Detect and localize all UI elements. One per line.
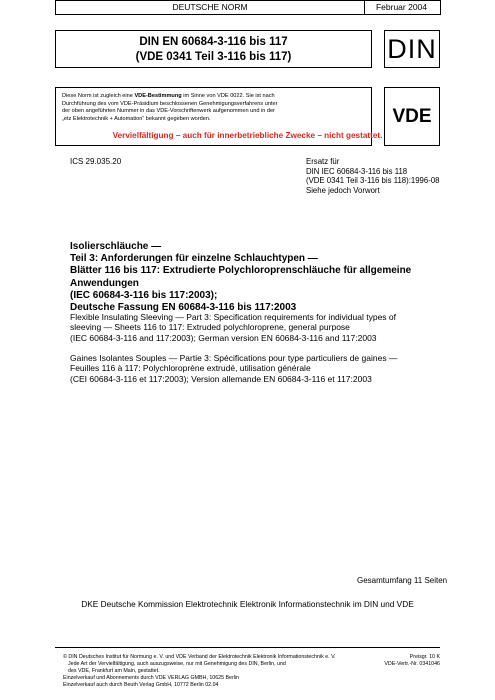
norm-type-label: DEUTSCHE NORM bbox=[55, 0, 365, 15]
footer-line-4: Einzelverkauf und Abonnements durch VDE VERLAG GMBH, 10625 Berlin bbox=[63, 674, 240, 681]
vde-notice-prefix: Diese Norm ist zugleich eine bbox=[62, 93, 135, 99]
price-group: Preisgr. 10 K bbox=[409, 654, 440, 660]
vde-notice-line-2: Durchführung des vom VDE-Präsidium beschlossenen Genehmigungsverfahrens unter bbox=[62, 100, 278, 107]
din-logo bbox=[384, 30, 440, 68]
footer-line-3: des VDE, Frankfurt am Main, gestattet. bbox=[68, 667, 160, 674]
english-title-line-1: Flexible Insulating Sleeving — Part 3: Specification requirements for individual types of bbox=[70, 312, 397, 322]
vde-notice-line-3: der oben angeführten Nummer in das VDE-Vorschriftenwerk aufgenommen und in der bbox=[62, 108, 275, 115]
footer-line-1: © DIN Deutsches Institut für Normung e. V. und VDE Verband der Elektrotechnik Elektronik Informationstechnik e. V. bbox=[63, 654, 336, 660]
replacement-line-1: Ersatz für bbox=[306, 157, 340, 166]
ics-code: ICS 29.035.20 bbox=[70, 157, 122, 166]
german-title-line-1: Isolierschläuche — bbox=[70, 241, 162, 252]
din-logo-text: DIN bbox=[387, 33, 437, 64]
footer-divider bbox=[55, 647, 440, 648]
german-title-line-6: Deutsche Fassung EN 60684-3-116 bis 117:2003 bbox=[70, 302, 297, 314]
replacement-line-3: (VDE 0341 Teil 3-116 bis 118):1996-08 bbox=[306, 176, 440, 185]
french-title bbox=[70, 353, 440, 384]
vde-order-number: VDE-Vertr.-Nr. 0341046 bbox=[384, 660, 440, 667]
standard-number-box bbox=[55, 30, 372, 68]
vde-classification: (VDE 0341 Teil 3-116 bis 117) bbox=[135, 51, 292, 63]
replacement-info bbox=[306, 157, 440, 195]
vde-notice-line-4: „etz Elektrotechnik + Automation“ bekannt gegeben worden. bbox=[62, 115, 211, 122]
footer-line-2: Jede Art der Vervielfältigung, auch auszugsweise, nur mit Genehmigung des DIN, Berlin, und bbox=[68, 660, 286, 667]
standard-number: DIN EN 60684-3-116 bis 117 bbox=[139, 36, 288, 48]
german-title-line-3: Blätter 116 bis 117: Extrudierte Polychloroprenschläuche für allgemeine bbox=[70, 265, 412, 277]
vde-logo-text: VDE bbox=[392, 105, 432, 127]
vde-notice-suffix: im Sinne von VDE 0022. Sie ist nach bbox=[181, 93, 275, 99]
english-title bbox=[70, 312, 440, 343]
french-title-line-2: Feuilles 116 à 117: Polychloroprène extrudé, utilisation générale bbox=[70, 363, 311, 374]
footer-line-5: Einzelverkauf auch durch Beuth Verlag GmbH, 10772 Berlin 02.04 bbox=[63, 681, 219, 688]
price-info bbox=[378, 654, 440, 668]
english-title-line-2: sleeving — Sheets 116 to 117: Extruded polychloroprene, general purpose bbox=[70, 322, 350, 333]
german-title bbox=[70, 241, 440, 314]
issue-date: Februar 2004 bbox=[363, 0, 441, 15]
french-title-line-1: Gaines Isolantes Souples — Partie 3: Spécifications pour type particuliers de gaines — bbox=[70, 353, 398, 363]
replacement-line-4: Siehe jedoch Vorwort bbox=[306, 185, 380, 195]
dke-commission: DKE Deutsche Kommission Elektrotechnik Elektronik Informationstechnik im DIN und VDE bbox=[81, 599, 414, 609]
english-title-line-3: (IEC 60684-3-116 and 117:2003); German version EN 60684-3-116 and 117:2003 bbox=[70, 332, 377, 343]
german-title-line-2: Teil 3: Anforderungen für einzelne Schlauchtypen — bbox=[70, 253, 318, 265]
french-title-line-3: (CEI 60684-3-116 et 117:2003); Version allemande EN 60684-3-116 et 117:2003 bbox=[70, 373, 372, 384]
copy-warning: Vervielfältigung – auch für innerbetriebliche Zwecke – nicht gestattet. bbox=[112, 131, 383, 140]
copyright-footer bbox=[63, 654, 393, 689]
vde-notice-line-1 bbox=[62, 93, 365, 101]
vde-notice-bold: VDE-Bestimmung bbox=[134, 93, 182, 99]
replacement-line-2: DIN IEC 60684-3-116 bis 118 bbox=[306, 166, 408, 176]
german-title-line-4: Anwendungen bbox=[70, 277, 139, 289]
german-title-line-5: (IEC 60684-3-116 bis 117:2003); bbox=[70, 289, 218, 301]
total-pages: Gesamtumfang 11 Seiten bbox=[357, 576, 448, 585]
